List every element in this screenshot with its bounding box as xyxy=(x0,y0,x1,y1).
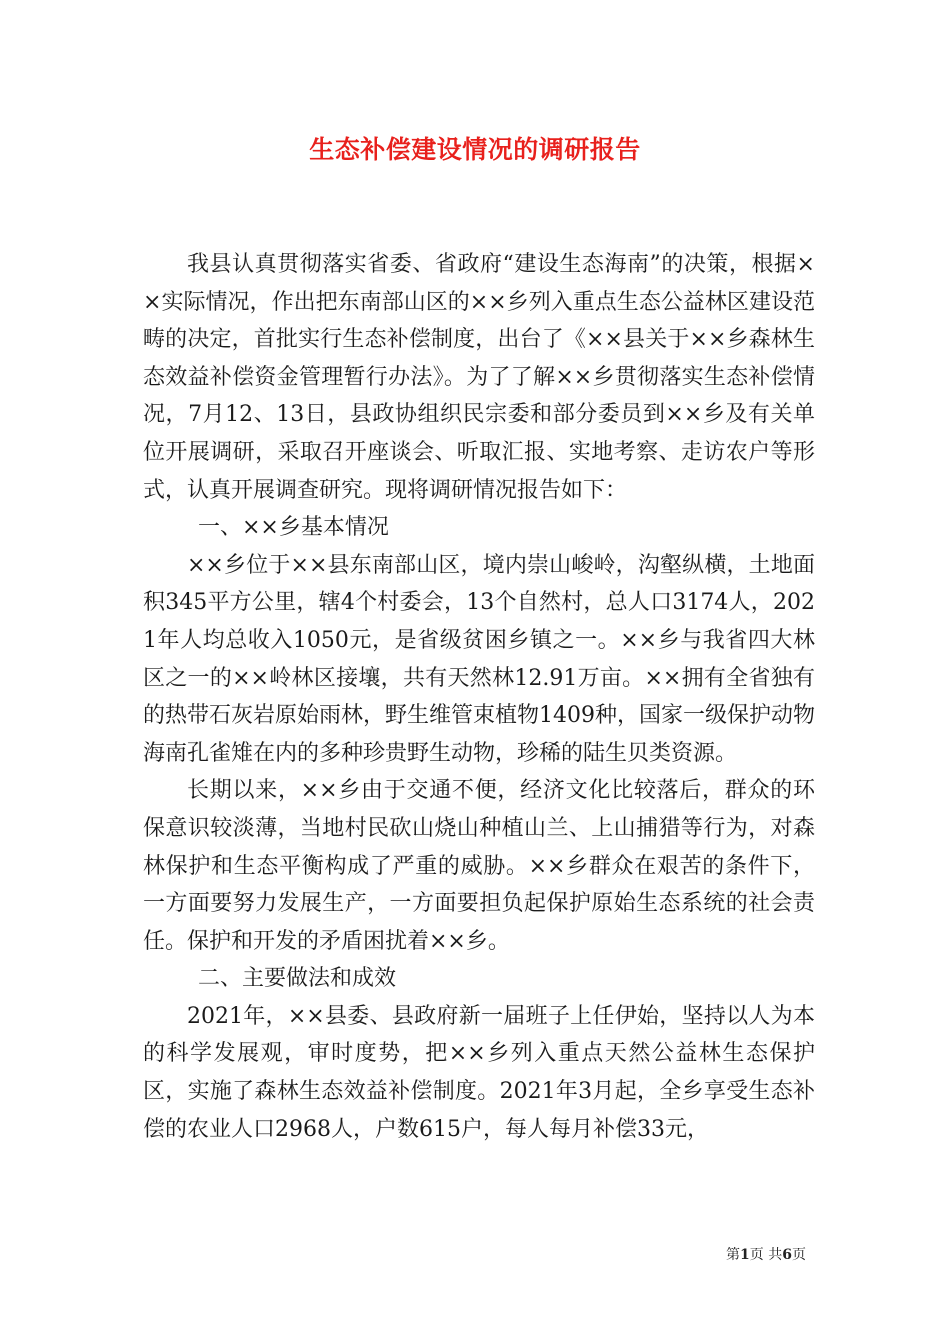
paragraph-intro: 我县认真贯彻落实省委、省政府“建设生态海南”的决策，根据××实际情况，作出把东南部山区的××乡列入重点生态公益林区建设范畴的决定，首批实行生态补偿制度，出台了《××县关于××乡森林生态效益补偿资金管理暂行办法》。为了了解××乡贯彻落实生态补偿情况，7月12、13日，县政协组织民宗委和部分委员到××乡及有关单位开展调研，采取召开座谈会、听取汇报、实地考察、走访农户等形式，认真开展调查研究。现将调研情况报告如下： xyxy=(143,252,815,503)
section-heading-1: 一、××乡基本情况 xyxy=(198,515,389,541)
paragraph-measures: 2021年，××县委、县政府新一届班子上任伊始，坚持以人为本的科学发展观，审时度势，把××乡列入重点天然公益林生态保护区，实施了森林生态效益补偿制度。2021年3月起，全乡享受生态补偿的农业人口2968人，户数615户，每人每月补偿33元， xyxy=(143,1003,815,1142)
footer-prefix: 第 xyxy=(726,1247,741,1263)
document-body xyxy=(143,246,815,1148)
paragraph-basic-situation: ××乡位于××县东南部山区，境内崇山峻岭，沟壑纵横，土地面积345平方公里，辖4个村委会，13个自然村，总人口3174人，2021年人均总收入1050元，是省级贫困乡镇之一。××乡与我省四大林区之一的××岭林区接壤，共有天然林12.91万亩。××拥有全省独有的热带石灰岩原始雨林，野生维管束植物1409种，国家一级保护动物海南孔雀雉在内的多种珍贵野生动物，珍稀的陆生贝类资源。 xyxy=(143,552,815,766)
paragraph-long-term: 长期以来，××乡由于交通不便，经济文化比较落后，群众的环保意识较淡薄，当地村民砍山烧山种植山兰、上山捕猎等行为，对森林保护和生态平衡构成了严重的威胁。××乡群众在艰苦的条件下，一方面要努力发展生产，一方面要担负起保护原始生态系统的社会责任。保护和开发的矛盾困扰着××乡。 xyxy=(143,778,815,954)
footer-suffix: 页 xyxy=(792,1247,806,1263)
footer-middle: 页 共 xyxy=(749,1247,783,1263)
section-heading-2: 二、主要做法和成效 xyxy=(198,966,397,992)
page-number-footer xyxy=(0,1245,806,1265)
current-page-number: 1 xyxy=(740,1247,750,1263)
document-title: 生态补偿建设情况的调研报告 xyxy=(309,135,641,164)
total-page-number: 6 xyxy=(782,1247,792,1263)
